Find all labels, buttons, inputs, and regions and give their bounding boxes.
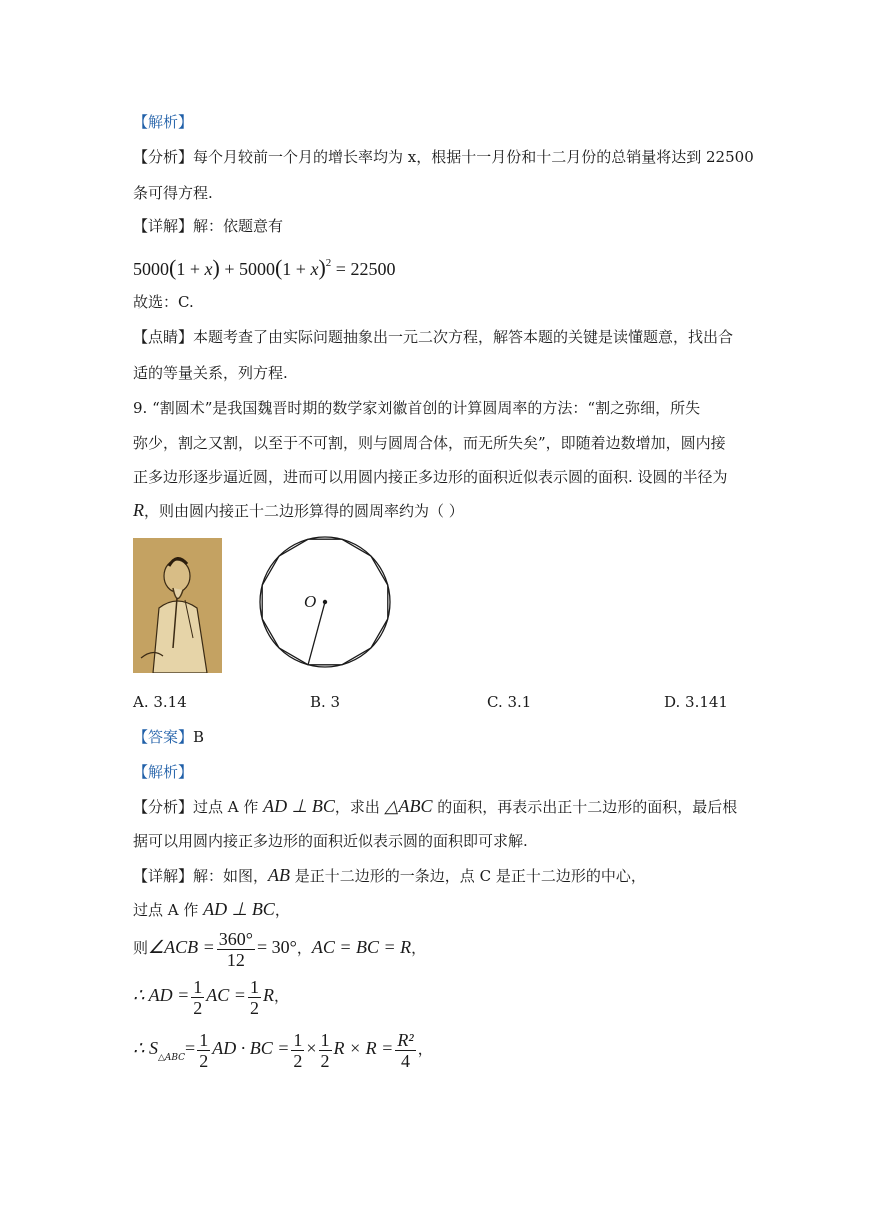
eq-term: 1 [282, 259, 292, 279]
option-a[interactable]: A. 3.14 [133, 693, 187, 711]
analysis-heading-2: 【解析】 [133, 763, 194, 781]
fenxi-text-1: 每个月较前一个月的增长率均为 x，根据十一月份和十二月份的总销量将达到 22500 [193, 148, 754, 166]
math-30deg: = 30° [257, 937, 297, 957]
step-2-line [133, 927, 426, 970]
step-3-line [133, 975, 289, 1018]
step-1-text: 过点 A 作 [133, 901, 204, 919]
xiangjie-tag: 【详解】 [133, 217, 194, 235]
eq-var: x [204, 259, 213, 279]
answer-tag: 【答案】 [133, 728, 194, 746]
fraction-numerator: 1 [199, 1029, 209, 1050]
fraction-denominator: 2 [293, 1050, 303, 1071]
math-ab: AB [268, 865, 291, 885]
xiangjie-2-text: 解：如图， [193, 867, 269, 885]
step-2-text: ， [411, 939, 427, 957]
math-ad-eq: ∴ AD = [133, 985, 190, 1005]
fraction-denominator: 2 [193, 997, 203, 1018]
liu-hui-portrait-image [133, 538, 222, 673]
fraction-360-12 [217, 929, 255, 970]
analysis-line-1 [133, 147, 754, 167]
math-ad-perp-bc: AD ⊥ BC [263, 796, 335, 816]
dianjing-line-1 [133, 327, 733, 347]
math-ad-perp-bc: AD ⊥ BC [203, 899, 275, 919]
xiangjie-2-line [133, 865, 646, 886]
fraction-numerator: R² [397, 1029, 414, 1050]
fraction-numerator: 1 [293, 1029, 303, 1050]
math-times: × [306, 1038, 317, 1058]
eq-var: x [310, 259, 319, 279]
fraction-half [319, 1030, 332, 1071]
question-9-line-2: 弥少，割之又割，以至于不可割，则与圆周合体，而无所失矣”，即随着边数增加，圆内接 [133, 434, 726, 452]
step-2-text: 则 [133, 939, 149, 957]
fraction-half [191, 977, 204, 1018]
answer-value: B [193, 728, 205, 746]
fraction-denominator: 2 [249, 997, 259, 1018]
step-3-text: ， [273, 987, 289, 1005]
fraction-denominator: 2 [199, 1050, 209, 1071]
fraction-r2-4 [395, 1030, 415, 1071]
math-triangle-abc: △ABC [384, 796, 433, 816]
math-ac: AC = [206, 985, 246, 1005]
fenxi-text-2: 条可得方程. [133, 184, 213, 202]
xiangjie-text: 解：依题意有 [193, 217, 284, 235]
detail-line-1 [133, 216, 283, 236]
question-9-line-1: 9. “割圆术”是我国魏晋时期的数学家刘徽首创的计算圆周率的方法：“割之弥细，所失 [133, 399, 701, 417]
fenxi-2-text: 的面积，再表示出正十二边形的面积，最后根 [432, 798, 738, 816]
equation-line: $5000(1 + x) + 5000(1 + x)^2 = 22500$ [133, 255, 396, 280]
dianjing-tag: 【点睛】 [133, 328, 194, 346]
option-b[interactable]: B. 3 [310, 693, 341, 711]
math-ac-bc-r: AC = BC = R [311, 937, 412, 957]
fraction-numerator: 360° [218, 928, 253, 949]
question-9-line-4 [133, 500, 464, 521]
fraction-numerator: 1 [249, 976, 259, 997]
step-2-text: ， [296, 939, 312, 957]
fraction-half [248, 977, 261, 1018]
math-eq: = [185, 1038, 196, 1058]
fraction-denominator: 4 [401, 1050, 411, 1071]
fenxi-2-line-1 [133, 796, 737, 817]
fraction-denominator: 12 [226, 949, 245, 970]
choice-line: 故选：C. [133, 293, 194, 311]
math-angle-acb: ∠ACB = [148, 937, 215, 957]
dianjing-text-1: 本题考查了由实际问题抽象出一元二次方程，解答本题的关键是读懂题意，找出合 [193, 328, 734, 346]
fenxi-2-text: ，求出 [334, 798, 385, 816]
question-9-line-3: 正多边形逐步逼近圆，进而可以用圆内接正多边形的面积近似表示圆的面积. 设圆的半径为 [133, 468, 728, 486]
fraction-numerator: 1 [193, 976, 203, 997]
fenxi-tag: 【分析】 [133, 148, 194, 166]
math-r-times-r: R × R = [333, 1038, 394, 1058]
answer-line [133, 727, 204, 747]
fraction-numerator: 1 [320, 1029, 330, 1050]
math-ad-bc: AD · BC = [212, 1038, 290, 1058]
fraction-half [197, 1030, 210, 1071]
math-subscript-abc: △ABC [157, 1053, 186, 1063]
fenxi-2-line-2: 据可以用圆内接正多边形的面积近似表示圆的面积即可求解. [133, 832, 528, 850]
question-9-tail: ，则由圆内接正十二边形算得的圆周率约为（ ） [144, 502, 464, 520]
option-c[interactable]: C. 3.1 [487, 693, 532, 711]
step-1-text: ， [274, 901, 290, 919]
eq-term: 22500 [350, 259, 396, 279]
eq-term: 5000 [133, 259, 169, 279]
fraction-denominator: 2 [320, 1050, 330, 1071]
xiangjie-2-text: 是正十二边形的一条边，点 C 是正十二边形的中心， [290, 867, 646, 885]
fenxi-2-tag: 【分析】 [133, 798, 194, 816]
step-4-line [133, 1026, 433, 1080]
analysis-heading: 【解析】 [133, 113, 194, 131]
eq-term: 5000 [238, 259, 275, 279]
step-1-line [133, 899, 290, 920]
step-4-text: ， [417, 1040, 433, 1058]
center-label-o: O [304, 592, 317, 611]
xiangjie-2-tag: 【详解】 [133, 867, 194, 885]
dodecagon-circle-figure [255, 536, 395, 676]
fraction-half [291, 1030, 304, 1071]
eq-term: 1 [176, 259, 186, 279]
var-r: R [133, 500, 144, 520]
option-d[interactable]: D. 3.141 [664, 693, 728, 711]
dianjing-text-2: 适的等量关系，列方程. [133, 364, 288, 382]
eq-exponent: 2 [325, 257, 332, 269]
math-area-s: ∴ S [133, 1038, 158, 1058]
math-r: R [262, 985, 274, 1005]
fenxi-2-text: 过点 A 作 [193, 798, 264, 816]
